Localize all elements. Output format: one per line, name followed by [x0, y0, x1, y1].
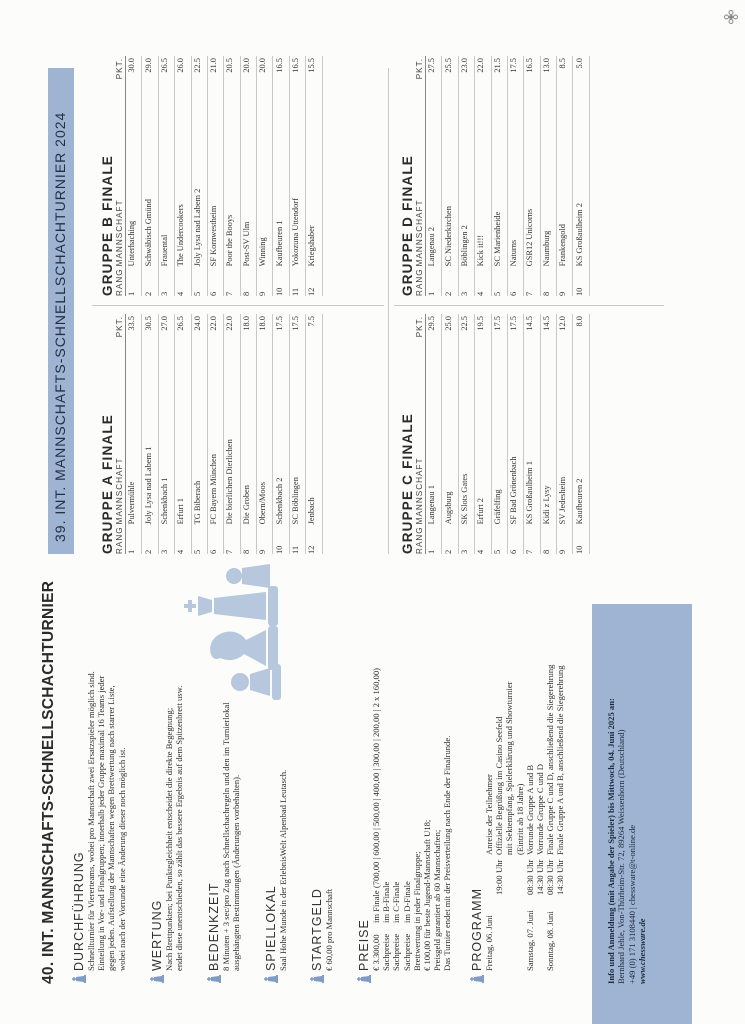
team-cell: Jenbach [306, 344, 322, 524]
table-row [491, 56, 507, 296]
results-banner [48, 68, 74, 554]
schedule [484, 554, 566, 971]
points-cell: 19.5 [475, 314, 491, 344]
points-cell: 24.0 [191, 314, 207, 344]
text-line: 8 Minuten + 3 sec/pro Zug nach Schnellschachregeln und den im Turnierlokal [221, 702, 231, 971]
col-pkt: PKT. [415, 56, 426, 86]
col-rang: RANG [415, 268, 424, 296]
table-row [458, 314, 474, 554]
points-cell: 22.5 [458, 314, 474, 344]
points-cell: 18.0 [240, 314, 256, 344]
team-cell: Augsburg [442, 344, 458, 524]
table-row [573, 314, 589, 554]
prize-row: Sachpreise im B-Finale [381, 881, 392, 971]
text-line: gegen jeden. Aufstellung der Mannschaften wegen Brettwertung nach starrer Liste, [106, 685, 117, 971]
table-row [289, 56, 305, 296]
table-row [224, 314, 240, 554]
results-banner-title: 39. INT. MANNSCHAFTS-SCHNELLSCHACHTURNIER 2024 [52, 111, 68, 542]
points-cell: 27.5 [426, 56, 442, 86]
rank-cell: 1 [426, 266, 442, 296]
rank-cell: 5 [191, 524, 207, 554]
schedule-row: 19:00 Uhr Offizielle Begrüßung im Casino Seefeld [494, 716, 505, 895]
points-cell: 29.0 [142, 56, 158, 86]
rank-cell: 7 [224, 266, 240, 296]
chess-pieces-illustration [180, 564, 300, 704]
table-row [475, 56, 491, 296]
section-text [86, 554, 127, 971]
rank-cell: 5 [491, 266, 507, 296]
table-row [142, 56, 158, 296]
prize-row: € 3.300,00 im Finale (700,00 | 600,00 | 500,00 | 400,00 | 300,00 | 200,00 | 2 x 160,00) [371, 668, 381, 971]
col-mannschaft: MANNSCHAFT [415, 86, 426, 266]
points-cell: 17.5 [507, 314, 523, 344]
schedule-row: 14:30 Uhr Finale Gruppe A und B, anschließend die Siegerehrung [555, 665, 566, 895]
points-cell: 17.5 [507, 56, 523, 86]
table-row [240, 314, 256, 554]
team-cell: Unterhaching [126, 86, 142, 266]
table-row [540, 56, 556, 296]
text-line: Einteilung in Vor- und Finalgruppen; innerhalb jeder Gruppe maximal 16 Teams jeder [96, 675, 107, 971]
team-cell: Erfurt 1 [175, 344, 191, 524]
table-row [273, 56, 289, 296]
text-line: Preisgeld garantiert ab 60 Mannschaften; [432, 829, 443, 971]
table-row [175, 56, 191, 296]
points-cell: 16.5 [273, 56, 289, 86]
team-cell: Yokozuna Uttendorf [289, 86, 305, 266]
col-rang: RANG [115, 526, 124, 554]
points-cell: 30.5 [142, 314, 158, 344]
standings-table [115, 314, 323, 554]
points-cell: 25.0 [442, 314, 458, 344]
rank-cell: 5 [491, 524, 507, 554]
points-cell: 22.0 [207, 314, 223, 344]
rank-cell: 4 [175, 266, 191, 296]
rank-cell: 1 [426, 524, 442, 554]
rank-cell: 7 [524, 266, 540, 296]
text-line: Schnellturnier für Viererteams, wobei pro Mannschaft zwei Ersatzspieler möglich sind. [86, 671, 96, 971]
table-row [540, 314, 556, 554]
section-text [371, 554, 453, 971]
contact-phone-email: +49 (0) 171 3108440 | chessware@t-online.de [626, 824, 637, 984]
points-cell: 17.5 [491, 314, 507, 344]
points-cell: 5.0 [573, 56, 589, 86]
team-cell: Naumburg [540, 86, 556, 266]
table-row [191, 314, 207, 554]
king-icon [207, 974, 221, 984]
section-text [324, 554, 334, 971]
column-divider [92, 305, 384, 306]
table-row [507, 56, 523, 296]
table-row [289, 314, 305, 554]
contact-address: Bernhard Jehle, Von-Thürheim-Str. 72, 89264 Weissenhorn (Deutschland) [616, 729, 627, 984]
rank-cell: 3 [458, 266, 474, 296]
team-cell: KS Großaulheim 1 [524, 344, 540, 524]
table-row [142, 314, 158, 554]
group-title: GRUPPE A FINALE [100, 413, 115, 554]
team-cell: Kaufbeuren 1 [273, 86, 289, 266]
points-cell: 26.5 [158, 56, 174, 86]
team-cell: Post-SV Ulm [240, 86, 256, 266]
text-line: ausgehängten Bestimmungen (Änderungen vorbehalten). [231, 774, 242, 971]
points-cell: 21.5 [491, 56, 507, 86]
points-cell: 30.0 [126, 56, 142, 86]
team-cell: Kick it!!! [475, 86, 491, 266]
team-cell: SC Böblingen [289, 344, 305, 524]
king-icon [264, 974, 278, 984]
rank-cell: 6 [207, 266, 223, 296]
rank-cell: 4 [475, 266, 491, 296]
schedule-row: Freitag, 06. Juni Anreise der Teilnehmer [484, 774, 494, 971]
team-cell: Naturns [507, 86, 523, 266]
team-cell: Böblingen 2 [458, 86, 474, 266]
standings-table [415, 314, 590, 554]
table-row [207, 56, 223, 296]
table-row [191, 56, 207, 296]
rank-cell: 6 [507, 524, 523, 554]
rank-cell: 8 [240, 524, 256, 554]
points-cell: 16.5 [524, 56, 540, 86]
team-cell: Langenau 2 [426, 86, 442, 266]
row-divider [388, 68, 389, 554]
col-mannschaft: MANNSCHAFT [115, 344, 126, 524]
rank-cell: 9 [557, 266, 573, 296]
table-row [426, 314, 442, 554]
text-line: € 60,00 pro Mannschaft [324, 888, 334, 971]
team-cell: Joly Lysa nad Labem 1 [142, 344, 158, 524]
team-cell: Die Groben [240, 344, 256, 524]
group-d-table [400, 56, 590, 296]
points-cell: 33.5 [126, 314, 142, 344]
schedule-row: (Eintritt ab 18 Jahre) [514, 783, 525, 855]
rank-cell: 2 [142, 524, 158, 554]
rank-cell: 2 [442, 266, 458, 296]
text-line: Brettwertung in jeder Finalgruppe; [411, 851, 422, 971]
points-cell: 22.0 [475, 56, 491, 86]
col-rang: RANG [115, 268, 124, 296]
schedule-row: 14:30 Uhr Vorrunde Gruppe C und D [535, 763, 546, 895]
king-icon [470, 974, 484, 984]
points-cell: 14.5 [524, 314, 540, 344]
team-cell: Kriegshaber [306, 86, 322, 266]
rank-cell: 9 [257, 524, 273, 554]
team-cell: Schenkbach 1 [158, 344, 174, 524]
points-cell: 14.5 [540, 314, 556, 344]
rank-cell: 8 [240, 266, 256, 296]
text-line: € 100,00 für beste Jugend-Mannschaft U18; [422, 819, 433, 971]
col-mannschaft: MANNSCHAFT [115, 86, 126, 266]
points-cell: 16.5 [289, 56, 305, 86]
rank-cell: 9 [257, 266, 273, 296]
points-cell: 13.0 [540, 56, 556, 86]
table-row [273, 314, 289, 554]
rank-cell: 6 [507, 266, 523, 296]
rank-cell: 6 [207, 524, 223, 554]
table-row [573, 56, 589, 296]
king-icon [150, 974, 164, 984]
rank-cell: 12 [306, 524, 322, 554]
points-cell: 26.0 [175, 56, 191, 86]
team-cell: Frauental [158, 86, 174, 266]
section-heading: WERTUNG [150, 899, 164, 971]
schedule-row: Sonntag, 08. Juni 08:30 Uhr Finale Gruppe C und D, anschließend die Siegerehrung [545, 664, 556, 971]
team-cell: Die bierlichen Dierlichen [224, 344, 240, 524]
rank-cell: 3 [158, 266, 174, 296]
section-durchfuehrung [72, 554, 127, 984]
section-heading: PROGRAMM [470, 888, 484, 971]
king-icon [72, 974, 86, 984]
rank-cell: 10 [273, 266, 289, 296]
col-rang: RANG [415, 526, 424, 554]
rank-cell: 1 [126, 266, 142, 296]
rank-cell: 11 [289, 266, 305, 296]
points-cell: 20.0 [257, 56, 273, 86]
team-cell: Erfurt 2 [475, 344, 491, 524]
table-row [507, 314, 523, 554]
table-row [442, 314, 458, 554]
rank-cell: 7 [224, 524, 240, 554]
table-row [126, 56, 142, 296]
main-title: 40. INT. MANNSCHAFTS-SCHNELLSCHACHTURNIER [40, 580, 57, 984]
rank-cell: 1 [126, 524, 142, 554]
rank-cell: 10 [273, 524, 289, 554]
section-programm [470, 554, 566, 984]
table-row [475, 314, 491, 554]
text-line: wobei nach der Vorrunde eine Änderung dieser noch möglich ist. [116, 747, 127, 971]
section-heading: BEDENKZEIT [207, 882, 221, 971]
rank-cell: 3 [458, 524, 474, 554]
table-row [557, 56, 573, 296]
website-link[interactable]: www.chessware.de [637, 918, 648, 984]
group-c-table [400, 314, 590, 554]
registration-deadline: Info und Anmeldung (mit Angabe der Spieler) bis Mittwoch, 04. Juni 2025 an: [606, 698, 616, 984]
points-cell: 20.0 [240, 56, 256, 86]
table-row [442, 56, 458, 296]
flower-icon [724, 10, 738, 24]
rank-cell: 2 [442, 524, 458, 554]
team-cell: SF Kornwestheim [207, 86, 223, 266]
team-cell: Obern/Moos [257, 344, 273, 524]
table-row [240, 56, 256, 296]
team-cell: SF Bad Grönenbach [507, 344, 523, 524]
points-cell: 8.5 [557, 56, 573, 86]
table-row [426, 56, 442, 296]
table-row [175, 314, 191, 554]
text-line: endet diese unentschieden, so zählt das bessere Ergebnis auf dem Spitzenbrett usw. [174, 685, 185, 971]
points-cell: 17.5 [289, 314, 305, 344]
schedule-row: Samstag, 07. Juni 08:30 Uhr Vorrunde Gruppe A und B [524, 764, 535, 971]
team-cell: Pulvermühle [126, 344, 142, 524]
points-cell: 25.5 [442, 56, 458, 86]
points-cell: 21.0 [207, 56, 223, 86]
team-cell: Poor the Booys [224, 86, 240, 266]
team-cell: SC Marienheide [491, 86, 507, 266]
points-cell: 26.5 [175, 314, 191, 344]
prize-row: Sachpreise im D-Finale [401, 881, 412, 971]
team-cell: Winning [257, 86, 273, 266]
king-icon [310, 974, 324, 984]
rank-cell: 11 [289, 524, 305, 554]
text-line: Saal Hohe Munde in der ErlebnisWelt Alpenbad Leutasch. [278, 769, 288, 971]
rank-cell: 10 [573, 266, 589, 296]
table-row [257, 314, 273, 554]
rank-cell: 8 [540, 524, 556, 554]
table-row [158, 56, 174, 296]
prize-row: Sachpreise im C-Finale [391, 881, 402, 971]
group-b-table [100, 56, 323, 296]
points-cell: 27.0 [158, 314, 174, 344]
standings-table [415, 56, 590, 296]
points-cell: 22.0 [224, 314, 240, 344]
points-cell: 23.0 [458, 56, 474, 86]
team-cell: The Undercookers [175, 86, 191, 266]
team-cell: SC Niederkirchen [442, 86, 458, 266]
table-row [306, 56, 322, 296]
rank-cell: 4 [175, 524, 191, 554]
king-icon [357, 974, 371, 984]
team-cell: Kidi z Lysy [540, 344, 556, 524]
team-cell: Langenau 1 [426, 344, 442, 524]
section-heading: DURCHFÜHRUNG [72, 851, 86, 971]
rank-cell: 5 [191, 266, 207, 296]
rank-cell: 12 [306, 266, 322, 296]
table-row [126, 314, 142, 554]
team-cell: Kaufbeuren 2 [573, 344, 589, 524]
section-preise [357, 554, 453, 984]
group-title: GRUPPE C FINALE [400, 412, 415, 554]
group-title: GRUPPE D FINALE [400, 154, 415, 296]
col-pkt: PKT. [115, 314, 126, 344]
col-pkt: PKT. [415, 314, 426, 344]
points-cell: 12.0 [557, 314, 573, 344]
team-cell: TG Biberach [191, 344, 207, 524]
rank-cell: 3 [158, 524, 174, 554]
points-cell: 7.5 [306, 314, 322, 344]
section-startgeld [310, 554, 334, 984]
team-cell: Joly Lysa nad Labem 2 [191, 86, 207, 266]
team-cell: Frankengold [557, 86, 573, 266]
rank-cell: 7 [524, 524, 540, 554]
section-heading: PREISE [357, 919, 371, 971]
team-cell: SK Slots Gates [458, 344, 474, 524]
table-row [158, 314, 174, 554]
rank-cell: 9 [557, 524, 573, 554]
text-line: Das Turnier endet mit der Preisverteilung nach Ende der Finalrunde. [442, 735, 453, 971]
group-title: GRUPPE B FINALE [100, 154, 115, 296]
team-cell: Schwäbisch Gmünd [142, 86, 158, 266]
table-row [207, 314, 223, 554]
col-pkt: PKT. [115, 56, 126, 86]
standings-table [115, 56, 323, 296]
column-divider [394, 305, 664, 306]
points-cell: 8.0 [573, 314, 589, 344]
tournament-info-panel [0, 554, 745, 1024]
table-row [458, 56, 474, 296]
group-a-table [100, 314, 323, 554]
schedule-row: mit Sektempfang, Spielerklärung und Showturnier [504, 681, 515, 855]
rank-cell: 2 [142, 266, 158, 296]
team-cell: Schenkbach 2 [273, 344, 289, 524]
points-cell: 15.5 [306, 56, 322, 86]
table-row [257, 56, 273, 296]
points-cell: 22.5 [191, 56, 207, 86]
col-mannschaft: MANNSCHAFT [415, 344, 426, 524]
table-row [491, 314, 507, 554]
registration-info-box [592, 604, 692, 1024]
rank-cell: 4 [475, 524, 491, 554]
team-cell: Gräfelfing [491, 344, 507, 524]
points-cell: 20.5 [224, 56, 240, 86]
team-cell: FC Bayern München [207, 344, 223, 524]
rank-cell: 10 [573, 524, 589, 554]
team-cell: KS Großaulheim 2 [573, 86, 589, 266]
points-cell: 18.0 [257, 314, 273, 344]
table-row [524, 56, 540, 296]
points-cell: 17.5 [273, 314, 289, 344]
team-cell: SV Jedesheim [557, 344, 573, 524]
team-cell: GSR12 Unicorns [524, 86, 540, 266]
table-row [224, 56, 240, 296]
section-heading: STARTGELD [310, 888, 324, 971]
text-line: Nach Brettpunkten; bei Punktegleichheit entscheidet die direkte Begegnung; [164, 707, 174, 971]
table-row [524, 314, 540, 554]
rank-cell: 8 [540, 266, 556, 296]
table-row [306, 314, 322, 554]
table-row [557, 314, 573, 554]
points-cell: 29.5 [426, 314, 442, 344]
section-heading: SPIELLOKAL [264, 885, 278, 971]
